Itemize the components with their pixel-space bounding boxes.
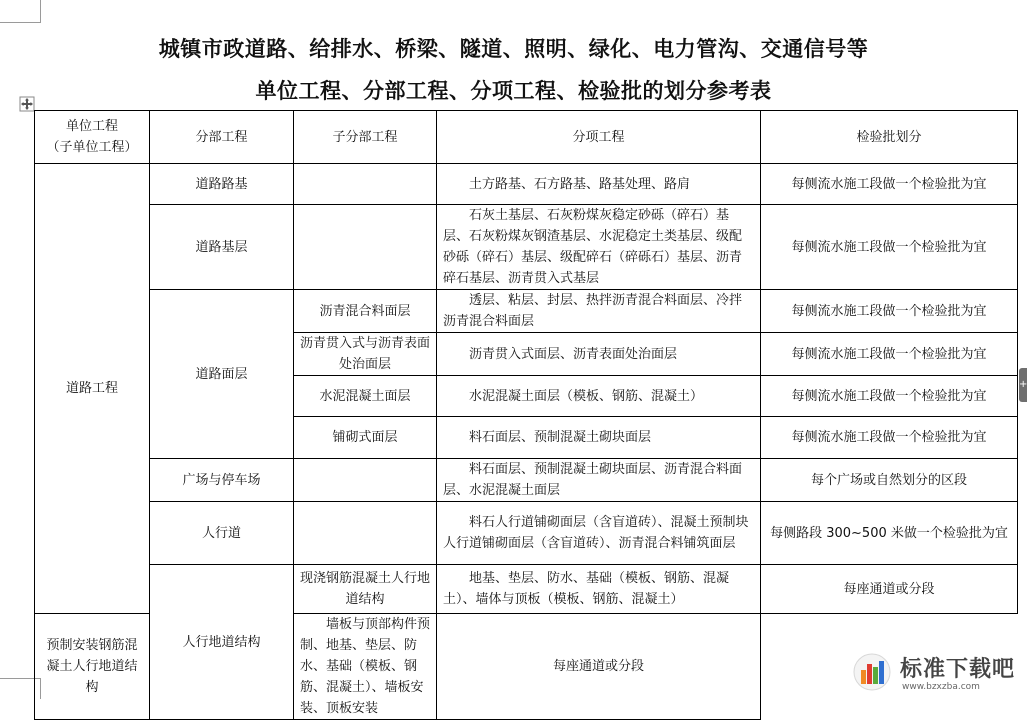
division-cell: 道路基层 [150,205,294,290]
item-cell [437,164,761,205]
item-text: 料石面层、预制混凝土砌块面层 [469,430,652,445]
table-move-handle-icon[interactable] [19,96,35,112]
division-cell: 人行地道结构 [150,565,294,720]
batch-cell: 每侧流水施工段做一个检验批为宜 [761,164,1018,205]
batch-cell: 每侧流水施工段做一个检验批为宜 [761,333,1018,376]
item-cell [437,290,761,333]
subdivision-cell: 现浇钢筋混凝土人行地道结构 [294,565,437,614]
watermark-name: 标准下载吧 [900,657,1016,682]
subdivision-cell: 铺砌式面层 [294,417,437,459]
item-text: 石灰土基层、石灰粉煤灰稳定砂砾（碎石）基层、石灰粉煤灰钢渣基层、水泥稳定土类基层、级配砂砾（碎石）基层、级配碎石（碎砾石）基层、沥青碎石基层、沥青贯入式基层 [443,208,743,286]
table-row [35,205,1018,290]
watermark-bar-orange [861,670,866,684]
header-division: 分部工程 [150,111,294,164]
division-cell: 道路面层 [150,290,294,459]
page-corner-mark-top [0,0,41,23]
table-row [35,565,1018,614]
header-subdivision: 子分部工程 [294,111,437,164]
header-item: 分项工程 [437,111,761,164]
item-cell [437,376,761,417]
watermark-logo-icon [852,652,892,692]
subdivision-cell [294,164,437,205]
batch-cell: 每个广场或自然划分的区段 [761,459,1018,502]
batch-cell: 每侧流水施工段做一个检验批为宜 [761,205,1018,290]
subdivision-cell: 水泥混凝土面层 [294,376,437,417]
table-row [35,290,1018,333]
item-cell [294,614,437,720]
item-text: 地基、垫层、防水、基础（模板、钢筋、混凝土）、墙体与顶板（模板、钢筋、混凝土） [443,571,730,607]
division-reference-table [34,110,1018,720]
item-cell [437,502,761,565]
subdivision-cell [294,205,437,290]
subdivision-cell [294,502,437,565]
header-batch: 检验批划分 [761,111,1018,164]
header-row [35,111,1018,164]
item-text: 水泥混凝土面层（模板、钢筋、混凝土） [469,388,704,404]
subdivision-cell: 沥青混合料面层 [294,290,437,333]
item-text: 墙板与顶部构件预制、地基、垫层、防水、基础（模板、钢筋、混凝土）、墙板安装、顶板安装 [300,617,431,716]
item-cell [437,333,761,376]
watermark-bar-blue [879,661,884,684]
batch-cell: 每侧流水施工段做一个检验批为宜 [761,417,1018,459]
item-text: 沥青贯入式面层、沥青表面处治面层 [469,346,678,362]
item-cell [437,417,761,459]
header-unit-cell [35,111,150,164]
subdivision-cell: 沥青贯入式与沥青表面处治面层 [294,333,437,376]
header-unit-line2: （子单位工程） [46,140,138,155]
watermark [850,650,1027,698]
watermark-url: www.bzxzba.com [902,682,980,692]
division-cell: 道路路基 [150,164,294,205]
item-text: 土方路基、石方路基、路基处理、路肩 [469,176,691,192]
document-title-line1: 城镇市政道路、给排水、桥梁、隧道、照明、绿化、电力管沟、交通信号等 [158,37,869,61]
item-text: 料石面层、预制混凝土砌块面层、沥青混合料面层、水泥混凝土面层 [443,462,743,498]
batch-cell: 每座通道或分段 [437,614,761,720]
table-row [35,459,1018,502]
watermark-bar-red [867,664,872,684]
division-cell: 人行道 [150,502,294,565]
item-text: 料石人行道铺砌面层（含盲道砖）、混凝土预制块人行道铺砌面层（含盲道砖）、沥青混合料铺筑面层 [443,515,749,551]
batch-cell: 每侧流水施工段做一个检验批为宜 [761,290,1018,333]
header-unit-line1: 单位工程 [65,119,118,134]
item-cell [437,205,761,290]
watermark-bar-green [873,667,878,684]
batch-cell: 每侧路段 300~500 米做一个检验批为宜 [761,502,1018,565]
subdivision-cell [294,459,437,502]
batch-cell: 每侧流水施工段做一个检验批为宜 [761,376,1018,417]
unit-cell: 道路工程 [35,164,150,614]
batch-cell: 每座通道或分段 [761,565,1018,614]
item-cell [437,459,761,502]
document-title-line2: 单位工程、分部工程、分项工程、检验批的划分参考表 [255,79,772,103]
subdivision-cell: 预制安装钢筋混凝土人行地道结构 [35,614,150,720]
division-cell: 广场与停车场 [150,459,294,502]
side-scroll-tab[interactable]: + [1019,368,1027,402]
table-row [35,502,1018,565]
item-text: 透层、粘层、封层、热拌沥青混合料面层、冷拌沥青混合料面层 [443,293,743,329]
item-cell [437,565,761,614]
table-row [35,164,1018,205]
